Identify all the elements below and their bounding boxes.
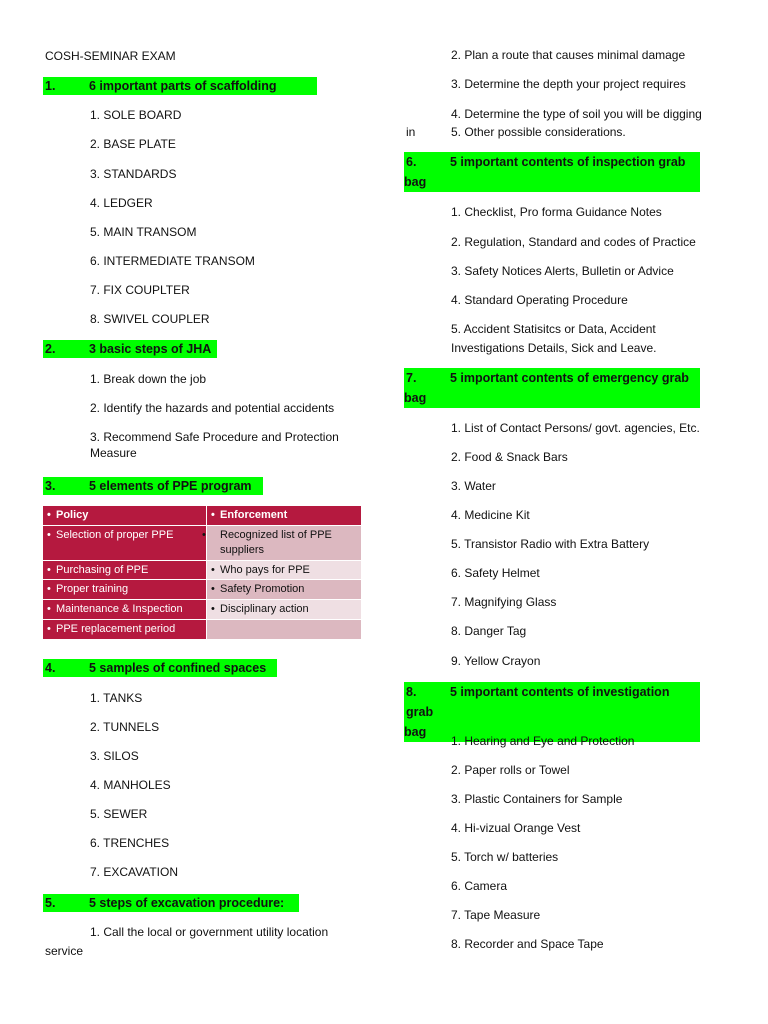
list-item: 3. STANDARDS — [90, 167, 177, 181]
list-item: 7. Tape Measure — [451, 908, 541, 922]
list-item: 5. Transistor Radio with Extra Battery — [451, 537, 650, 551]
section-7-heading — [404, 368, 700, 408]
list-item: 2. Plan a route that causes minimal damage — [451, 48, 686, 62]
list-item: 2. Food & Snack Bars — [451, 450, 568, 464]
list-item: 1. Break down the job — [90, 372, 207, 386]
table-row — [43, 580, 362, 600]
list-item: 6. INTERMEDIATE TRANSOM — [90, 254, 255, 268]
section-title-continued: bag — [404, 172, 422, 192]
ppe-elements-table — [42, 505, 362, 640]
list-item: 2. Regulation, Standard and codes of Practice — [451, 235, 696, 249]
table-row — [43, 620, 362, 640]
list-item: 1. SOLE BOARD — [90, 108, 182, 122]
list-item: 2. TUNNELS — [90, 720, 160, 734]
section-5-heading — [43, 894, 299, 912]
table-row — [43, 560, 362, 580]
table-cell: • Policy — [43, 506, 207, 526]
list-item: 5. Accident Statisitcs or Data, Accident Investigations Details, Sick and Leave. — [451, 322, 657, 355]
list-item: 3. Determine the depth your project requires — [451, 77, 686, 91]
section-4-heading — [43, 659, 277, 677]
list-item: 1. Call the local or government utility location — [90, 925, 329, 939]
list-item: 3. Water — [451, 479, 496, 493]
list-item: 4. Determine the type of soil you will be digging — [451, 107, 702, 121]
section-title: 3 basic steps of JHA — [89, 342, 212, 356]
section-3-heading — [43, 477, 263, 495]
section-title-continued: bag — [404, 388, 422, 408]
list-item: 1. List of Contact Persons/ govt. agencies, Etc. — [451, 421, 700, 435]
section-title: 6 important parts of scaffolding — [89, 79, 277, 93]
section-title: 5 steps of excavation procedure: — [89, 896, 285, 910]
section-number: 6. — [406, 155, 417, 169]
list-item: 7. EXCAVATION — [90, 865, 179, 879]
list-item: 4. Medicine Kit — [451, 508, 530, 522]
table-row — [43, 600, 362, 620]
list-item: 2. Identify the hazards and potential accidents — [90, 401, 335, 415]
section-title: 5 important contents of investigation grab — [406, 685, 670, 719]
table-cell: • Safety Promotion — [207, 580, 362, 600]
table-cell: • Disciplinary action — [207, 600, 362, 620]
list-item: 5. SEWER — [90, 807, 148, 821]
list-item: 1. Checklist, Pro forma Guidance Notes — [451, 205, 662, 219]
list-item: 5. Torch w/ batteries — [451, 850, 559, 864]
list-item: 3. Recommend Safe Procedure and Protection Measure — [90, 430, 339, 461]
section-1-heading — [43, 77, 317, 95]
section-number: 2. — [45, 342, 56, 356]
table-cell — [207, 620, 362, 640]
table-cell: • PPE replacement period — [43, 620, 207, 640]
table-cell: • Selection of proper PPE — [43, 525, 207, 560]
list-item: 4. Hi-vizual Orange Vest — [451, 821, 581, 835]
list-item: 6. Camera — [451, 879, 508, 893]
list-item: 9. Yellow Crayon — [451, 654, 541, 668]
list-item: 7. FIX COUPLTER — [90, 283, 190, 297]
table-cell: • Maintenance & Inspection — [43, 600, 207, 620]
section-title: 5 elements of PPE program — [89, 479, 252, 493]
list-item: 1. TANKS — [90, 691, 143, 705]
list-item: 8. Recorder and Space Tape — [451, 937, 604, 951]
wrapped-text: in — [406, 125, 416, 139]
list-item: 2. BASE PLATE — [90, 137, 176, 151]
table-row — [43, 506, 362, 526]
list-item: 3. SILOS — [90, 749, 139, 763]
list-item: 3. Safety Notices Alerts, Bulletin or Advice — [451, 264, 674, 278]
list-item: 4. Standard Operating Procedure — [451, 293, 628, 307]
list-item: 2. Paper rolls or Towel — [451, 763, 570, 777]
section-2-heading — [43, 340, 217, 358]
list-item: 5. Other possible considerations. — [451, 125, 626, 139]
list-item: 5. MAIN TRANSOM — [90, 225, 197, 239]
table-cell: • Proper training — [43, 580, 207, 600]
list-item: 3. Plastic Containers for Sample — [451, 792, 623, 806]
list-item: 4. LEDGER — [90, 196, 153, 210]
section-number: 8. — [406, 685, 417, 699]
list-item: 8. SWIVEL COUPLER — [90, 312, 210, 326]
table-cell: • Enforcement — [207, 506, 362, 526]
list-item: 7. Magnifying Glass — [451, 595, 557, 609]
list-item: 8. Danger Tag — [451, 624, 527, 638]
section-title: 5 samples of confined spaces — [89, 661, 267, 675]
table-cell: • Recognized list of PPE suppliers — [207, 525, 362, 560]
section-number: 5. — [45, 896, 56, 910]
section-number: 1. — [45, 79, 56, 93]
section-number: 7. — [406, 371, 417, 385]
wrapped-text: service — [45, 944, 84, 958]
section-title: 5 important contents of emergency grab — [450, 371, 689, 385]
table-row — [43, 525, 362, 560]
section-number: 4. — [45, 661, 56, 675]
document-title: COSH-SEMINAR EXAM — [45, 49, 176, 63]
section-title: 5 important contents of inspection grab — [450, 155, 686, 169]
section-number: 3. — [45, 479, 56, 493]
list-item: 4. MANHOLES — [90, 778, 171, 792]
section-6-heading — [404, 152, 700, 192]
list-item: 6. Safety Helmet — [451, 566, 540, 580]
table-cell: • Purchasing of PPE — [43, 560, 207, 580]
section-title-continued: bag — [404, 722, 422, 742]
list-item: 6. TRENCHES — [90, 836, 170, 850]
table-cell: • Who pays for PPE — [207, 560, 362, 580]
list-item: 1. Hearing and Eye and Protection — [451, 734, 635, 748]
